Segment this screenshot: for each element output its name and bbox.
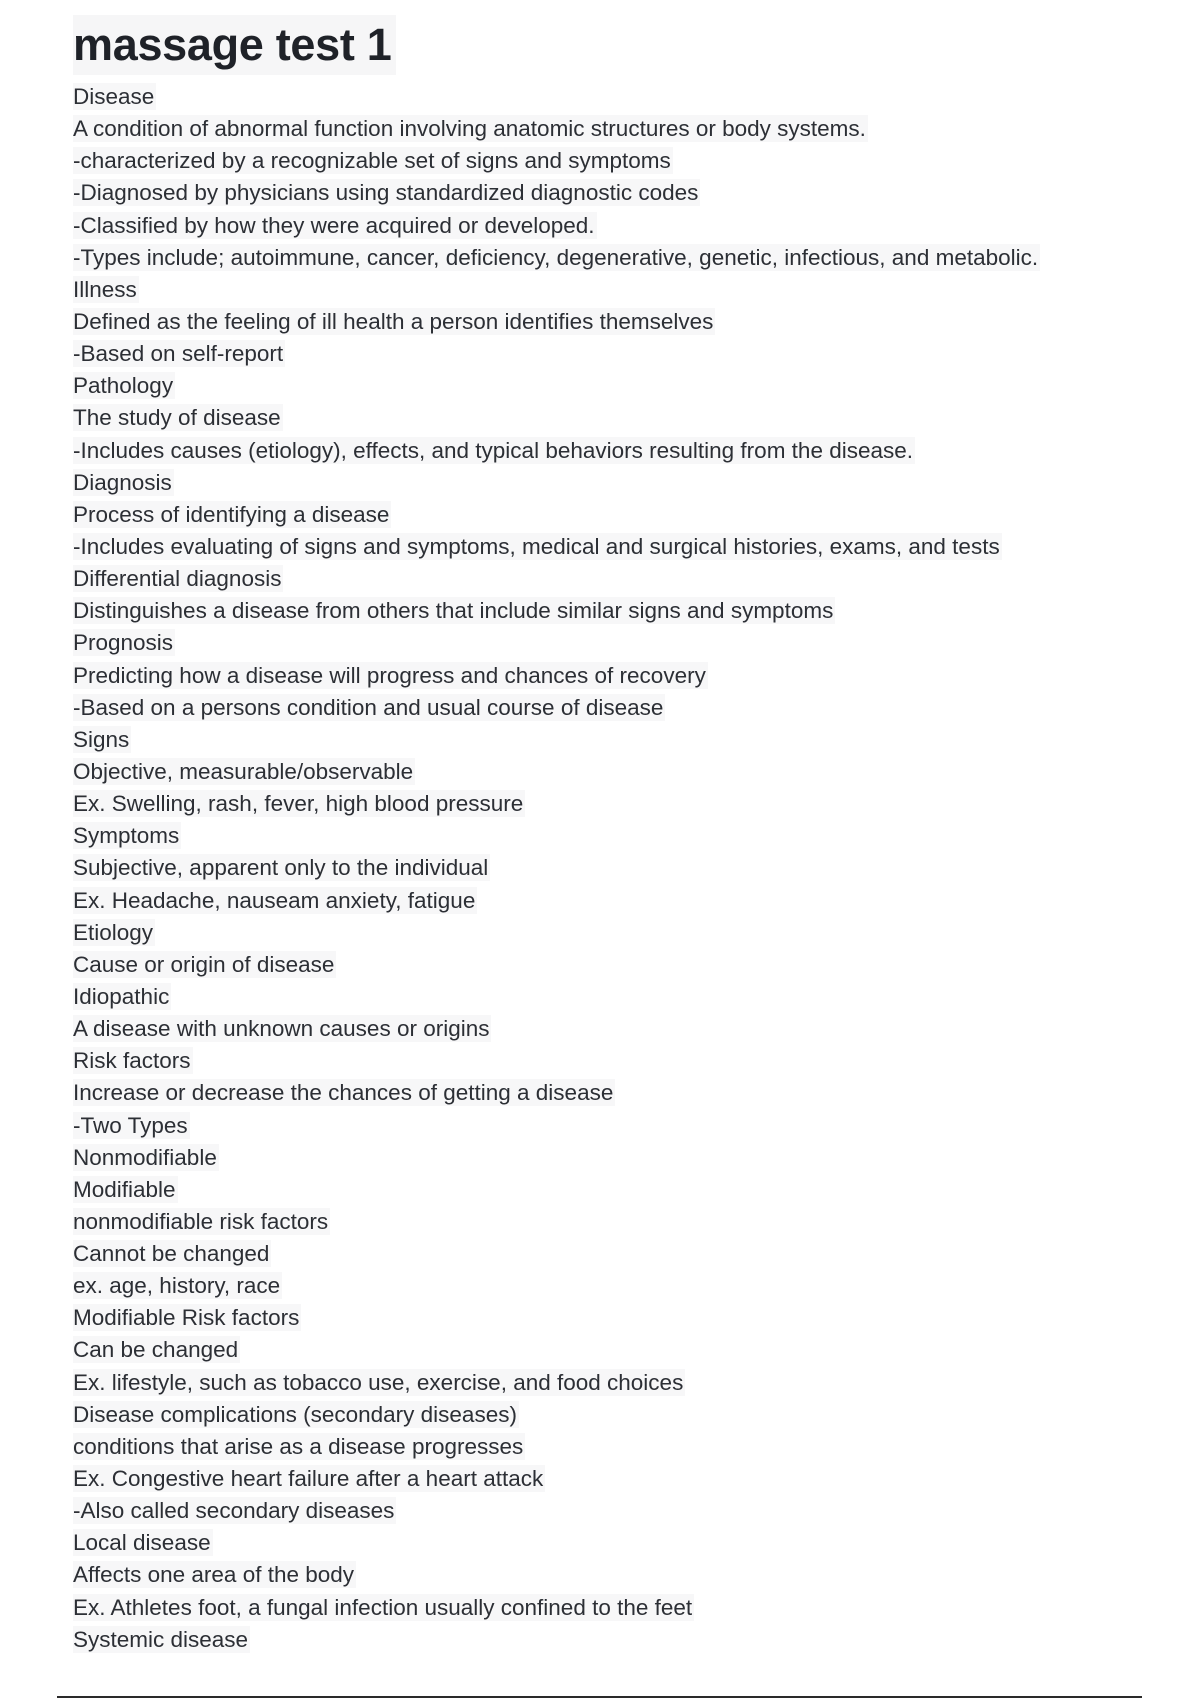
- text-line-content: Objective, measurable/observable: [73, 758, 414, 784]
- text-line-content: -characterized by a recognizable set of signs and symptoms: [73, 148, 671, 174]
- text-line: [73, 1013, 1040, 1045]
- text-line-content: -Types include; autoimmune, cancer, deficiency, degenerative, genetic, infectious, and metabolic.: [73, 244, 1039, 270]
- text-line: [73, 788, 1040, 820]
- text-line: [73, 563, 1040, 595]
- text-line-content: The study of disease: [73, 405, 281, 431]
- text-line-content: -Based on a persons condition and usual course of disease: [73, 694, 664, 720]
- text-line: [73, 885, 1040, 917]
- text-line-content: Prognosis: [73, 630, 174, 656]
- bottom-divider: [57, 1696, 1142, 1698]
- text-line-content: Cause or origin of disease: [73, 951, 335, 977]
- text-line-content: Etiology: [73, 919, 154, 945]
- text-line-content: Nonmodifiable: [73, 1144, 217, 1170]
- text-line: [73, 274, 1040, 306]
- text-line: [73, 660, 1040, 692]
- text-line: [73, 1495, 1040, 1527]
- text-line: [73, 81, 1040, 113]
- text-line: [73, 1045, 1040, 1077]
- text-line: [73, 1174, 1040, 1206]
- text-line-content: conditions that arise as a disease progresses: [73, 1433, 524, 1459]
- text-line-content: Signs: [73, 726, 130, 752]
- text-line-content: Defined as the feeling of ill health a person identifies themselves: [73, 308, 714, 334]
- text-line-content: A disease with unknown causes or origins: [73, 1016, 490, 1042]
- text-line: [73, 1559, 1040, 1591]
- text-line-content: Cannot be changed: [73, 1241, 270, 1267]
- text-line-content: -Based on self-report: [73, 341, 284, 367]
- text-line: [73, 1270, 1040, 1302]
- text-line-content: Risk factors: [73, 1048, 191, 1074]
- text-line: [73, 1302, 1040, 1334]
- text-line-content: Ex. Swelling, rash, fever, high blood pressure: [73, 791, 524, 817]
- text-line-content: Increase or decrease the chances of getting a disease: [73, 1080, 614, 1106]
- text-line: [73, 1142, 1040, 1174]
- text-line-content: -Two Types: [73, 1112, 188, 1138]
- text-line: [73, 402, 1040, 434]
- text-line-content: Process of identifying a disease: [73, 501, 390, 527]
- text-line-content: -Also called secondary diseases: [73, 1498, 395, 1524]
- text-line-content: Affects one area of the body: [73, 1562, 355, 1588]
- text-line-content: Illness: [73, 276, 137, 302]
- text-line: [73, 177, 1040, 209]
- text-line: [73, 981, 1040, 1013]
- text-line: [73, 1527, 1040, 1559]
- text-line-content: Ex. Congestive heart failure after a heart attack: [73, 1466, 544, 1492]
- text-line: [73, 1624, 1040, 1656]
- text-line-content: Disease complications (secondary diseases): [73, 1401, 517, 1427]
- text-line: [73, 1463, 1040, 1495]
- text-line: [73, 242, 1040, 274]
- text-line-content: A condition of abnormal function involving anatomic structures or body systems.: [73, 116, 866, 142]
- text-line-content: nonmodifiable risk factors: [73, 1208, 329, 1234]
- text-line-content: Can be changed: [73, 1337, 239, 1363]
- text-line-content: Modifiable Risk factors: [73, 1305, 300, 1331]
- text-line: [73, 531, 1040, 563]
- text-line: [73, 724, 1040, 756]
- text-line-content: Modifiable: [73, 1176, 176, 1202]
- text-line: [73, 852, 1040, 884]
- text-line: [73, 756, 1040, 788]
- text-line: [73, 145, 1040, 177]
- text-line: [73, 210, 1040, 242]
- text-line: [73, 949, 1040, 981]
- text-line: [73, 1077, 1040, 1109]
- text-line-content: Ex. lifestyle, such as tobacco use, exercise, and food choices: [73, 1369, 684, 1395]
- text-line-content: -Includes causes (etiology), effects, and typical behaviors resulting from the disease.: [73, 437, 914, 463]
- text-line-content: Differential diagnosis: [73, 566, 282, 592]
- text-line-content: Subjective, apparent only to the individual: [73, 855, 489, 881]
- text-line-content: Ex. Headache, nauseam anxiety, fatigue: [73, 887, 476, 913]
- text-line-content: Idiopathic: [73, 983, 170, 1009]
- text-line: [73, 1399, 1040, 1431]
- text-line-content: Local disease: [73, 1530, 211, 1556]
- text-lines: [73, 81, 1040, 1656]
- text-line: [73, 1367, 1040, 1399]
- text-line: [73, 820, 1040, 852]
- text-line-content: ex. age, history, race: [73, 1273, 281, 1299]
- text-line: [73, 338, 1040, 370]
- text-line-content: Distinguishes a disease from others that include similar signs and symptoms: [73, 598, 834, 624]
- text-line: [73, 1206, 1040, 1238]
- text-line: [73, 113, 1040, 145]
- text-line: [73, 595, 1040, 627]
- text-line-content: Symptoms: [73, 823, 180, 849]
- text-line-content: Disease: [73, 84, 155, 109]
- text-line: [73, 692, 1040, 724]
- text-line: [73, 370, 1040, 402]
- text-line-content: Ex. Athletes foot, a fungal infection usually confined to the feet: [73, 1594, 693, 1620]
- text-line-content: Diagnosis: [73, 469, 172, 495]
- text-line-content: Pathology: [73, 373, 174, 399]
- text-line-content: Systemic disease: [73, 1626, 249, 1652]
- text-line: [73, 627, 1040, 659]
- text-line: [73, 467, 1040, 499]
- text-line: [73, 1238, 1040, 1270]
- page-title: massage test 1: [73, 15, 396, 75]
- text-line: [73, 1431, 1040, 1463]
- text-line: [73, 917, 1040, 949]
- text-line: [73, 306, 1040, 338]
- text-line: [73, 1110, 1040, 1142]
- text-line-content: -Includes evaluating of signs and symptoms, medical and surgical histories, exams, and tests: [73, 533, 1000, 559]
- text-line-content: -Classified by how they were acquired or developed.: [73, 212, 595, 238]
- text-line-content: Predicting how a disease will progress and chances of recovery: [73, 662, 706, 688]
- text-line: [73, 1592, 1040, 1624]
- text-line: [73, 1334, 1040, 1366]
- text-line: [73, 499, 1040, 531]
- text-line-content: -Diagnosed by physicians using standardized diagnostic codes: [73, 180, 699, 206]
- text-line: [73, 435, 1040, 467]
